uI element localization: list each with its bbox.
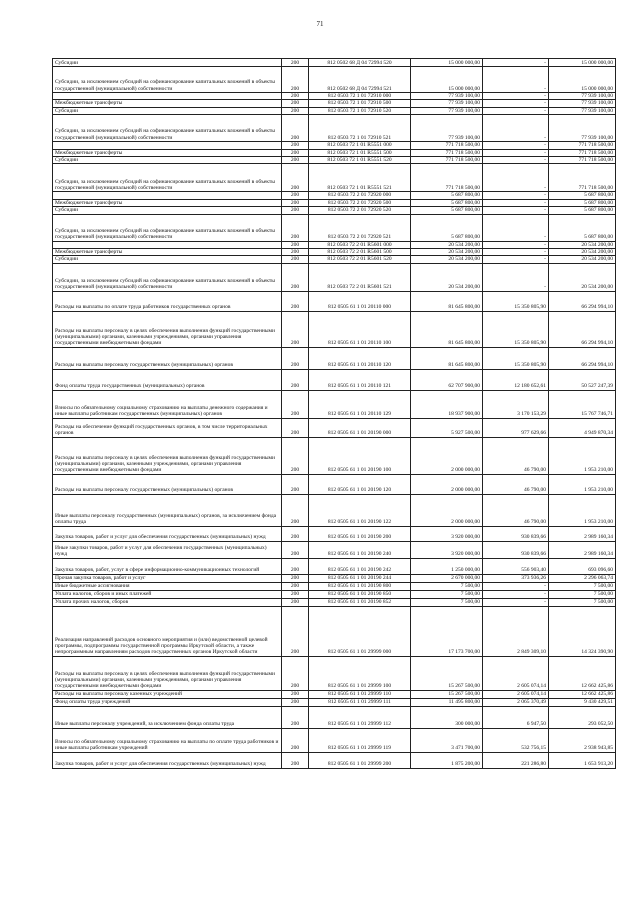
row-approved-cell: 11 495 800,00 [411, 698, 483, 706]
row-unexecuted-cell: 771 718 500,00 [549, 164, 616, 192]
table-row [53, 256, 616, 263]
row-classification-cell: 812 0503 72 2 01 R5601 520 [309, 256, 411, 263]
row-classification-cell: 812 0505 61 1 01 20190 120 [309, 474, 411, 494]
row-classification-cell: 812 0502 68 Д 04 72994 520 [309, 59, 411, 67]
table-row [53, 437, 616, 474]
row-classification-cell: 812 0503 72 1 01 R5551 520 [309, 157, 411, 164]
table-row [53, 249, 616, 256]
row-name-cell: Иные закупки товаров, работ и услуг для обеспечения государственных (муниципальных) нужд [53, 541, 282, 558]
row-executed-cell: 2 065 370,49 [483, 698, 549, 706]
row-code-cell: 200 [282, 656, 309, 690]
row-approved-cell: 15 267 500,00 [411, 690, 483, 698]
row-classification-cell: 812 0503 72 2 01 72920 500 [309, 199, 411, 206]
row-approved-cell: 7 500,00 [411, 590, 483, 598]
table-row [53, 752, 616, 768]
row-name-cell: Расходы на выплаты персоналу государственных (муниципальных) органов [53, 474, 282, 494]
row-unexecuted-cell: 15 767 746,71 [549, 390, 616, 418]
row-classification-cell: 812 0503 72 1 01 72910 000 [309, 93, 411, 100]
table-row [53, 164, 616, 192]
row-unexecuted-cell: 2 938 943,85 [549, 728, 616, 752]
row-executed-cell: 46 790,00 [483, 494, 549, 526]
row-executed-cell: 930 839,66 [483, 541, 549, 558]
row-executed-cell: - [483, 590, 549, 598]
table-row [53, 241, 616, 248]
row-classification-cell: 812 0502 68 Д 04 72994 521 [309, 67, 411, 93]
table-row [53, 474, 616, 494]
row-name-cell: Расходы на выплаты персоналу казенных учреждений [53, 690, 282, 698]
table-row [53, 598, 616, 606]
row-name-cell: Закупка товаров, работ и услуг для обеспечения государственных (муниципальных) нужд [53, 752, 282, 768]
row-unexecuted-cell: 771 718 500,00 [549, 142, 616, 149]
row-name-cell: Субсидии [53, 157, 282, 164]
row-name-cell: Уплата налогов, сборов и иных платежей [53, 590, 282, 598]
row-unexecuted-cell: 4 949 870,34 [549, 418, 616, 437]
row-classification-cell: 812 0503 72 1 01 72910 500 [309, 100, 411, 107]
row-classification-cell: 812 0503 72 2 01 R5601 521 [309, 263, 411, 291]
row-code-cell: 200 [282, 574, 309, 582]
row-name-cell: Субсидии [53, 207, 282, 214]
row-executed-cell: 556 903,40 [483, 558, 549, 574]
row-code-cell: 200 [282, 249, 309, 256]
table-row [53, 142, 616, 149]
row-classification-cell: 812 0505 61 1 01 20190 240 [309, 541, 411, 558]
row-classification-cell: 812 0503 72 2 01 72920 521 [309, 214, 411, 241]
row-approved-cell: 20 534 200,00 [411, 241, 483, 248]
row-executed-cell: 15 350 805,90 [483, 291, 549, 311]
row-unexecuted-cell: 77 939 100,00 [549, 115, 616, 142]
row-executed-cell: - [483, 256, 549, 263]
row-name-cell: Прочая закупка товаров, работ и услуг [53, 574, 282, 582]
row-executed-cell: 15 350 805,90 [483, 347, 549, 369]
row-classification-cell: 812 0505 61 1 01 20110 121 [309, 369, 411, 390]
table-row [53, 606, 616, 656]
row-executed-cell: - [483, 249, 549, 256]
table-row [53, 590, 616, 598]
row-unexecuted-cell: 20 534 200,00 [549, 263, 616, 291]
row-executed-cell: - [483, 214, 549, 241]
row-classification-cell: 812 0505 61 1 01 20190 200 [309, 526, 411, 541]
row-name-cell: Закупка товаров, работ, услуг в сфере информационно-коммуникационных технологий [53, 558, 282, 574]
row-classification-cell: 812 0505 61 1 01 29999 119 [309, 728, 411, 752]
row-unexecuted-cell: 5 687 800,00 [549, 192, 616, 199]
row-approved-cell: 17 173 700,00 [411, 606, 483, 656]
row-unexecuted-cell: 7 500,00 [549, 598, 616, 606]
row-approved-cell: 5 687 800,00 [411, 214, 483, 241]
row-executed-cell: 2 605 074,14 [483, 656, 549, 690]
row-unexecuted-cell: 5 687 800,00 [549, 199, 616, 206]
row-code-cell: 200 [282, 698, 309, 706]
row-classification-cell: 812 0503 72 1 01 R5551 521 [309, 164, 411, 192]
row-unexecuted-cell: 9 430 429,51 [549, 698, 616, 706]
row-approved-cell: 62 707 900,00 [411, 369, 483, 390]
row-code-cell: 200 [282, 418, 309, 437]
row-code-cell: 200 [282, 214, 309, 241]
row-unexecuted-cell: 1 953 210,00 [549, 437, 616, 474]
row-unexecuted-cell: 20 534 200,00 [549, 241, 616, 248]
row-unexecuted-cell: 77 939 100,00 [549, 100, 616, 107]
row-name-cell: Иные выплаты персоналу учреждений, за исключением фонда оплаты труда [53, 706, 282, 728]
table-row [53, 494, 616, 526]
row-name-cell [53, 93, 282, 100]
row-classification-cell: 812 0503 72 2 01 72920 000 [309, 192, 411, 199]
row-approved-cell: 771 718 500,00 [411, 142, 483, 149]
row-code-cell: 200 [282, 728, 309, 752]
row-code-cell: 200 [282, 157, 309, 164]
row-unexecuted-cell: 66 294 994,10 [549, 311, 616, 347]
row-name-cell: Уплата прочих налогов, сборов [53, 598, 282, 606]
table-row [53, 157, 616, 164]
row-name-cell: Субсидии, за исключением субсидий на софинансирование капитальных вложений в объекты государственной (муниципальной) собственности [53, 214, 282, 241]
row-name-cell: Расходы на выплаты по оплате труда работников государственных органов [53, 291, 282, 311]
table-row [53, 291, 616, 311]
row-executed-cell: - [483, 115, 549, 142]
row-classification-cell: 812 0505 61 1 01 20190 852 [309, 598, 411, 606]
row-name-cell: Взносы по обязательному социальному страхованию на выплаты денежного содержания и иные выплаты работникам государственных (муниципальных) органов [53, 390, 282, 418]
row-name-cell: Расходы на обеспечение функций государственных органов, в том числе территориальных органов [53, 418, 282, 437]
row-approved-cell: 2 000 000,00 [411, 494, 483, 526]
row-code-cell: 200 [282, 100, 309, 107]
row-code-cell: 200 [282, 494, 309, 526]
table-body [53, 59, 616, 769]
row-unexecuted-cell: 14 324 390,90 [549, 606, 616, 656]
row-executed-cell: 532 756,15 [483, 728, 549, 752]
row-approved-cell: 20 534 200,00 [411, 263, 483, 291]
row-executed-cell: 46 790,00 [483, 474, 549, 494]
row-code-cell: 200 [282, 142, 309, 149]
row-name-cell: Расходы на выплаты персоналу в целях обеспечения выполнения функций государственными (муниципальными) органами, казенными учреждениями, органами управления государственными внебюджетными фондами [53, 311, 282, 347]
row-code-cell: 200 [282, 291, 309, 311]
row-approved-cell: 15 000 000,00 [411, 67, 483, 93]
row-executed-cell: - [483, 207, 549, 214]
row-approved-cell: 15 000 000,00 [411, 59, 483, 67]
row-code-cell: 200 [282, 241, 309, 248]
row-unexecuted-cell: 7 500,00 [549, 582, 616, 590]
table-row [53, 67, 616, 93]
table-row [53, 59, 616, 67]
row-approved-cell: 2 670 000,00 [411, 574, 483, 582]
row-approved-cell: 771 718 500,00 [411, 157, 483, 164]
row-code-cell: 200 [282, 541, 309, 558]
table-row [53, 369, 616, 390]
table-row [53, 199, 616, 206]
row-executed-cell: - [483, 241, 549, 248]
row-unexecuted-cell: 2 296 063,74 [549, 574, 616, 582]
row-unexecuted-cell: 77 939 100,00 [549, 107, 616, 114]
row-classification-cell: 812 0505 61 1 01 20190 244 [309, 574, 411, 582]
row-executed-cell: 373 936,26 [483, 574, 549, 582]
row-name-cell [53, 241, 282, 248]
table-row [53, 558, 616, 574]
row-name-cell: Расходы на выплаты персоналу в целях обеспечения выполнения функций государственными (муниципальными) органами, казенными учреждениями, органами управления государственными внебюджетными фондами [53, 437, 282, 474]
row-code-cell: 200 [282, 207, 309, 214]
row-classification-cell: 812 0503 72 2 01 R5601 500 [309, 249, 411, 256]
row-classification-cell: 812 0505 61 1 01 20110 120 [309, 347, 411, 369]
row-code-cell: 200 [282, 690, 309, 698]
table-row [53, 656, 616, 690]
row-classification-cell: 812 0505 61 1 01 20190 122 [309, 494, 411, 526]
row-unexecuted-cell: 66 294 994,10 [549, 347, 616, 369]
row-code-cell: 200 [282, 474, 309, 494]
table-row [53, 263, 616, 291]
row-unexecuted-cell: 1 653 913,20 [549, 752, 616, 768]
row-approved-cell: 771 718 500,00 [411, 164, 483, 192]
row-unexecuted-cell: 15 000 000,00 [549, 59, 616, 67]
table-row [53, 214, 616, 241]
row-code-cell: 200 [282, 347, 309, 369]
row-classification-cell: 812 0503 72 2 01 72920 520 [309, 207, 411, 214]
row-name-cell: Субсидии [53, 107, 282, 114]
row-name-cell: Расходы на выплаты персоналу в целях обеспечения выполнения функций государственными (муниципальными) органами, казенными учреждениями, органами управления государственными внебюджетными фондами [53, 656, 282, 690]
row-unexecuted-cell: 20 534 200,00 [549, 256, 616, 263]
row-name-cell: Фонд оплаты труда учреждений [53, 698, 282, 706]
row-name-cell: Субсидии [53, 256, 282, 263]
table-row [53, 418, 616, 437]
row-approved-cell: 15 267 500,00 [411, 656, 483, 690]
row-executed-cell: - [483, 164, 549, 192]
row-unexecuted-cell: 693 096,60 [549, 558, 616, 574]
table-row [53, 107, 616, 114]
row-unexecuted-cell: 2 989 160,34 [549, 526, 616, 541]
row-executed-cell: - [483, 93, 549, 100]
row-unexecuted-cell: 66 294 994,10 [549, 291, 616, 311]
row-unexecuted-cell: 1 953 210,00 [549, 474, 616, 494]
row-name-cell: Межбюджетные трансферты [53, 149, 282, 156]
row-classification-cell: 812 0505 61 1 01 29999 100 [309, 656, 411, 690]
budget-execution-table [52, 58, 616, 769]
row-executed-cell: - [483, 67, 549, 93]
row-name-cell: Расходы на выплаты персоналу государственных (муниципальных) органов [53, 347, 282, 369]
row-unexecuted-cell: 771 718 500,00 [549, 149, 616, 156]
row-approved-cell: 3 920 000,00 [411, 526, 483, 541]
row-classification-cell: 812 0505 61 1 01 29999 110 [309, 690, 411, 698]
row-executed-cell: - [483, 107, 549, 114]
row-unexecuted-cell: 5 687 800,00 [549, 214, 616, 241]
row-classification-cell: 812 0505 61 1 01 29999 000 [309, 606, 411, 656]
table-row [53, 582, 616, 590]
row-executed-cell: 930 839,66 [483, 526, 549, 541]
row-approved-cell: 3 920 000,00 [411, 541, 483, 558]
row-unexecuted-cell: 5 687 800,00 [549, 207, 616, 214]
row-code-cell: 200 [282, 192, 309, 199]
row-approved-cell: 20 534 200,00 [411, 249, 483, 256]
row-code-cell: 200 [282, 107, 309, 114]
row-code-cell: 200 [282, 149, 309, 156]
table-row [53, 706, 616, 728]
row-approved-cell: 81 645 800,00 [411, 311, 483, 347]
row-approved-cell: 81 645 800,00 [411, 347, 483, 369]
row-name-cell: Фонд оплаты труда государственных (муниципальных) органов [53, 369, 282, 390]
row-unexecuted-cell: 2 989 160,34 [549, 541, 616, 558]
row-code-cell: 200 [282, 558, 309, 574]
row-executed-cell: - [483, 142, 549, 149]
row-executed-cell: - [483, 263, 549, 291]
row-name-cell: Субсидии, за исключением субсидий на софинансирование капитальных вложений в объекты государственной (муниципальной) собственности [53, 115, 282, 142]
row-unexecuted-cell: 771 718 500,00 [549, 157, 616, 164]
row-approved-cell: 3 471 700,00 [411, 728, 483, 752]
row-approved-cell: 77 939 100,00 [411, 93, 483, 100]
row-executed-cell: 2 605 074,14 [483, 690, 549, 698]
row-code-cell: 200 [282, 199, 309, 206]
row-code-cell: 200 [282, 582, 309, 590]
row-unexecuted-cell: 50 527 247,39 [549, 369, 616, 390]
row-code-cell: 200 [282, 164, 309, 192]
row-classification-cell: 812 0503 72 1 01 72910 521 [309, 115, 411, 142]
row-classification-cell: 812 0505 61 1 01 20190 100 [309, 437, 411, 474]
table-row [53, 115, 616, 142]
row-name-cell: Субсидии, за исключением субсидий на софинансирование капитальных вложений в объекты государственной (муниципальной) собственности [53, 164, 282, 192]
row-classification-cell: 812 0505 61 1 01 20110 129 [309, 390, 411, 418]
row-unexecuted-cell: 15 000 000,00 [549, 67, 616, 93]
row-code-cell: 200 [282, 369, 309, 390]
row-classification-cell: 812 0505 61 1 01 20190 000 [309, 418, 411, 437]
row-approved-cell: 77 939 100,00 [411, 115, 483, 142]
row-name-cell: Иные бюджетные ассигнования [53, 582, 282, 590]
row-classification-cell: 812 0505 61 1 01 20190 242 [309, 558, 411, 574]
row-name-cell: Межбюджетные трансферты [53, 100, 282, 107]
row-approved-cell: 300 000,00 [411, 706, 483, 728]
row-name-cell: Закупка товаров, работ и услуг для обеспечения государственных (муниципальных) нужд [53, 526, 282, 541]
row-approved-cell: 771 718 500,00 [411, 149, 483, 156]
row-code-cell: 200 [282, 598, 309, 606]
row-executed-cell: 15 350 805,90 [483, 311, 549, 347]
row-approved-cell: 18 937 900,00 [411, 390, 483, 418]
row-classification-cell: 812 0505 61 1 01 29999 112 [309, 706, 411, 728]
row-executed-cell: 221 286,80 [483, 752, 549, 768]
table-row [53, 728, 616, 752]
row-classification-cell: 812 0505 61 1 01 20110 100 [309, 311, 411, 347]
row-approved-cell: 1 875 200,00 [411, 752, 483, 768]
table-row [53, 574, 616, 582]
row-approved-cell: 7 500,00 [411, 582, 483, 590]
row-code-cell: 200 [282, 263, 309, 291]
row-approved-cell: 77 939 100,00 [411, 100, 483, 107]
table-row [53, 698, 616, 706]
table-row [53, 100, 616, 107]
table-row [53, 93, 616, 100]
row-name-cell: Субсидии, за исключением субсидий на софинансирование капитальных вложений в объекты государственной (муниципальной) собственности [53, 67, 282, 93]
table-row [53, 311, 616, 347]
row-name-cell [53, 142, 282, 149]
row-classification-cell: 812 0503 72 1 01 R5551 500 [309, 149, 411, 156]
row-unexecuted-cell: 293 052,50 [549, 706, 616, 728]
row-executed-cell: - [483, 100, 549, 107]
row-executed-cell: - [483, 598, 549, 606]
table-row [53, 541, 616, 558]
row-approved-cell: 5 687 800,00 [411, 199, 483, 206]
row-unexecuted-cell: 12 662 425,86 [549, 690, 616, 698]
row-code-cell: 200 [282, 59, 309, 67]
row-name-cell [53, 192, 282, 199]
row-approved-cell: 2 000 000,00 [411, 437, 483, 474]
row-classification-cell: 812 0505 61 1 01 29999 200 [309, 752, 411, 768]
row-name-cell: Реализация направлений расходов основного мероприятия и (или) ведомственной целевой программы, подпрограммы государственной программы Иркутской области, а также непрограммным направлениям расходов государственных органов Иркутской области [53, 606, 282, 656]
row-classification-cell: 812 0503 72 1 01 72910 520 [309, 107, 411, 114]
row-code-cell: 200 [282, 390, 309, 418]
row-approved-cell: 7 500,00 [411, 598, 483, 606]
row-executed-cell: - [483, 199, 549, 206]
row-approved-cell: 5 687 800,00 [411, 207, 483, 214]
row-classification-cell: 812 0505 61 1 01 20190 800 [309, 582, 411, 590]
row-name-cell: Субсидии [53, 59, 282, 67]
page-number: 71 [316, 20, 324, 28]
row-approved-cell: 5 687 800,00 [411, 192, 483, 199]
row-code-cell: 200 [282, 311, 309, 347]
row-classification-cell: 812 0505 61 1 01 29999 111 [309, 698, 411, 706]
row-classification-cell: 812 0505 61 1 01 20190 850 [309, 590, 411, 598]
row-classification-cell: 812 0503 72 2 01 R5601 000 [309, 241, 411, 248]
table-row [53, 690, 616, 698]
table-row [53, 192, 616, 199]
row-executed-cell: 2 849 309,10 [483, 606, 549, 656]
table-row [53, 526, 616, 541]
table-row [53, 347, 616, 369]
row-code-cell: 200 [282, 437, 309, 474]
row-executed-cell: - [483, 582, 549, 590]
row-code-cell: 200 [282, 93, 309, 100]
row-executed-cell: 12 180 652,61 [483, 369, 549, 390]
row-code-cell: 200 [282, 590, 309, 598]
row-code-cell: 200 [282, 526, 309, 541]
row-unexecuted-cell: 7 500,00 [549, 590, 616, 598]
row-executed-cell: - [483, 192, 549, 199]
row-code-cell: 200 [282, 67, 309, 93]
row-executed-cell: 6 947,50 [483, 706, 549, 728]
table-row [53, 207, 616, 214]
row-approved-cell: 5 927 500,00 [411, 418, 483, 437]
row-executed-cell: - [483, 149, 549, 156]
table-row [53, 390, 616, 418]
row-approved-cell: 1 250 000,00 [411, 558, 483, 574]
row-code-cell: 200 [282, 256, 309, 263]
row-name-cell: Межбюджетные трансферты [53, 199, 282, 206]
row-name-cell: Взносы по обязательному социальному страхованию на выплаты по оплате труда работников и иные выплаты работникам учреждений [53, 728, 282, 752]
row-unexecuted-cell: 20 534 200,00 [549, 249, 616, 256]
row-code-cell: 200 [282, 115, 309, 142]
row-approved-cell: 20 534 200,00 [411, 256, 483, 263]
row-name-cell: Субсидии, за исключением субсидий на софинансирование капитальных вложений в объекты государственной (муниципальной) собственности [53, 263, 282, 291]
row-name-cell: Межбюджетные трансферты [53, 249, 282, 256]
row-code-cell: 200 [282, 606, 309, 656]
row-approved-cell: 2 000 000,00 [411, 474, 483, 494]
row-executed-cell: - [483, 59, 549, 67]
row-executed-cell: - [483, 157, 549, 164]
row-classification-cell: 812 0505 61 1 01 20110 000 [309, 291, 411, 311]
row-unexecuted-cell: 1 953 210,00 [549, 494, 616, 526]
row-executed-cell: 977 629,66 [483, 418, 549, 437]
row-approved-cell: 81 645 800,00 [411, 291, 483, 311]
table-row [53, 149, 616, 156]
row-unexecuted-cell: 12 662 425,86 [549, 656, 616, 690]
row-approved-cell: 77 939 100,00 [411, 107, 483, 114]
row-unexecuted-cell: 77 939 100,00 [549, 93, 616, 100]
row-executed-cell: 3 170 153,29 [483, 390, 549, 418]
row-code-cell: 200 [282, 752, 309, 768]
row-executed-cell: 46 790,00 [483, 437, 549, 474]
row-name-cell: Иные выплаты персоналу государственных (муниципальных) органов, за исключением фонда оплаты труда [53, 494, 282, 526]
row-code-cell: 200 [282, 706, 309, 728]
row-classification-cell: 812 0503 72 1 01 R5551 000 [309, 142, 411, 149]
